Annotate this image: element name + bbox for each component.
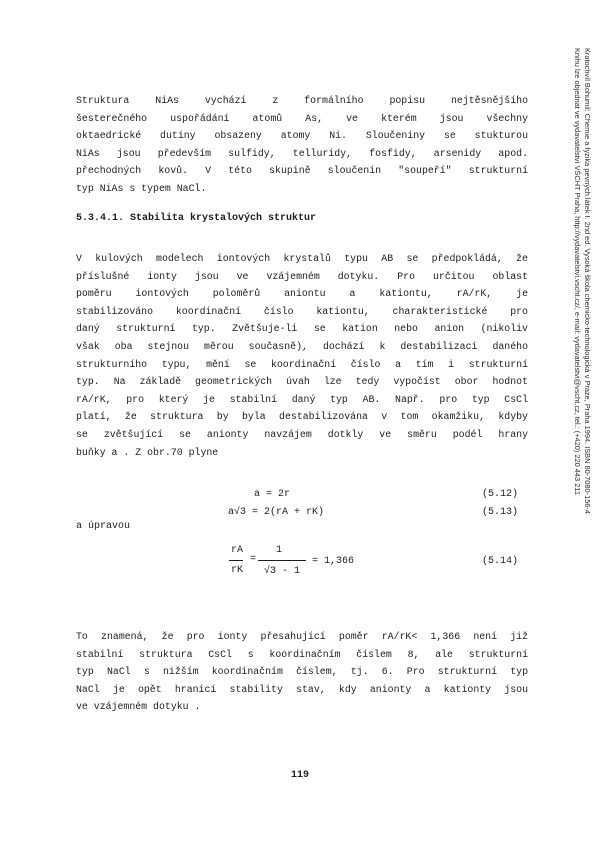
equation-5-13: a√3 = 2(rA + rK) bbox=[228, 507, 325, 518]
equation-number: (5.14) bbox=[482, 556, 519, 567]
copyright-sidebar bbox=[572, 48, 592, 514]
paragraph-stability bbox=[76, 250, 528, 461]
paragraph-conclusion bbox=[76, 628, 528, 716]
text-line: Struktura NiAs vychází z formálního popisu nejtěsnějšího bbox=[76, 95, 528, 106]
by-adjustment-text: a úpravou bbox=[76, 521, 131, 532]
text-line: typ NaCl s nižším koordinačním číslem, tj. 6. Pro strukturní typ bbox=[76, 666, 528, 678]
section-heading: 5.3.4.1. Stabilita krystalových struktur bbox=[76, 213, 317, 224]
text-line: strukturního typu, mění se koordinační číslo a tím i strukturní bbox=[76, 358, 528, 370]
equation-number: (5.12) bbox=[482, 489, 519, 500]
text-line: buňky a . Z obr.70 plyne bbox=[76, 446, 219, 458]
fraction-denominator: √3 - 1 bbox=[264, 566, 301, 577]
text-line: rA/rK, pro který je stabilní daný typ AB. Např. pro typ CsCl bbox=[76, 393, 528, 405]
sidebar-citation: Kratochvíl Bohumil: Chemie a fyzika pevných látek I. 2nd ed. Vysoká škola chemicko-technologická v Praze, Praha 1994. ISBN 80-7080-156-4 bbox=[583, 48, 592, 514]
text-line: poměru iontových poloměrů aniontu a kationtu, rA/rK, je bbox=[76, 288, 528, 300]
ratio-numerator: rA bbox=[231, 545, 244, 556]
ratio-denominator: rK bbox=[231, 565, 244, 576]
text-line: ve vzájemném dotyku . bbox=[76, 701, 201, 713]
text-line: však oba stejnou měrou současně), dochází k destabilizaci daného bbox=[76, 340, 528, 352]
equation-5-12: a = 2r bbox=[254, 489, 291, 500]
text-line: stabilní struktura CsCl s koordinačním číslem 8, ale strukturní bbox=[76, 648, 528, 660]
text-line: se zvětšující se anionty navzájem dotkly ve směru podél hrany bbox=[76, 428, 528, 440]
text-line: NiAs jsou především sulfidy, telluridy, fosfidy, arsenidy apod. bbox=[76, 147, 528, 159]
text-line: oktaedrické dutiny obsazeny atomy Ni. Sloučeniny se stukturou bbox=[76, 130, 528, 142]
text-line: šesterečného uspořádání atomů As, ve kterém jsou všechny bbox=[76, 112, 528, 124]
text-line: stabilizováno koordinační číslo kationtu, charakteristické pro bbox=[76, 305, 528, 317]
text-line: příslušné ionty jsou ve vzájemném dotyku. Pro určitou oblast bbox=[76, 270, 528, 282]
fraction-numerator: 1 bbox=[276, 545, 283, 556]
text-line: NaCl je opět hranicí stability stav, kdy anionty a kationty jsou bbox=[76, 683, 528, 695]
text-line: platí, že struktura by byla destabilizována v tom okamžiku, kdyby bbox=[76, 411, 528, 423]
fraction-bar bbox=[258, 560, 306, 561]
text-line: daný strukturní typ. Zvětšuje-li se kation nebo anion (nikoliv bbox=[76, 323, 528, 335]
text-line: typ. Na základě geometrických úvah lze tedy vypočíst obor hodnot bbox=[76, 376, 528, 388]
page-number: 119 bbox=[291, 770, 310, 781]
paragraph-nias bbox=[76, 92, 528, 198]
equals-sign: = bbox=[250, 554, 257, 565]
text-line: V kulových modelech iontových krystalů typu AB se předpokládá, že bbox=[76, 253, 528, 264]
text-line: typ NiAs s typem NaCl. bbox=[76, 182, 207, 194]
ratio-result: = 1,366 bbox=[312, 556, 355, 567]
equation-number: (5.13) bbox=[482, 507, 519, 518]
text-line: přechodných kovů. V této skupině sloučenin "soupeří" strukturní bbox=[76, 165, 528, 177]
text-line: To znamená, že pro ionty přesahující poměr rA/rK< 1,366 není již bbox=[76, 631, 528, 642]
sidebar-order-info: Knihu lze objednat ve vydavatelství VŠCHT Praha, http://vydavatelstvi.vscht.cz/, e-mail: vydavatelstvi@vscht.cz, tel.: (+420) 220 443 211 bbox=[573, 48, 582, 495]
ratio-fraction-bar bbox=[229, 560, 243, 561]
